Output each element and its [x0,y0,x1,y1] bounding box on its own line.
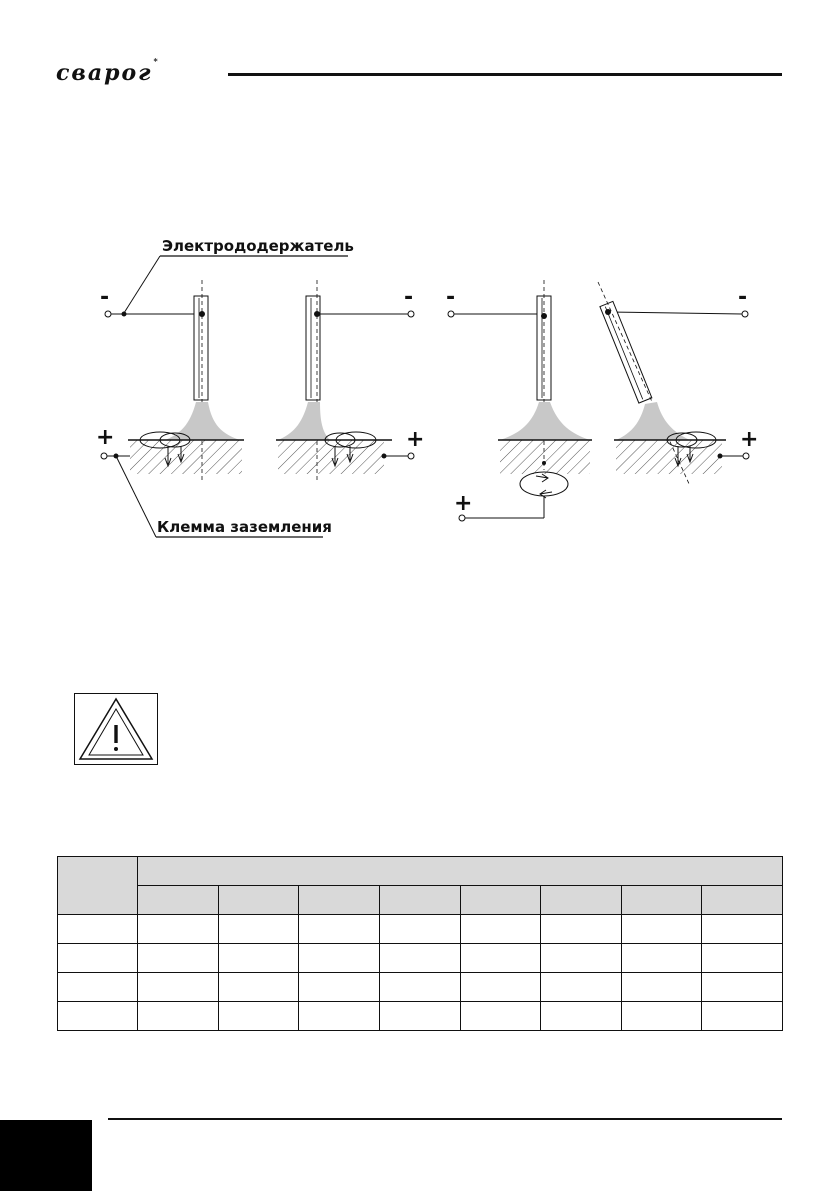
footer-rule [108,1118,782,1120]
table-row [58,973,783,1002]
brand-logo-text: сварог [56,60,153,86]
fig3-minus-sign: - [446,285,456,310]
fig4-terminal-minus [742,311,748,317]
table-row [58,944,783,973]
fig2-terminal-minus [408,311,414,317]
parameter-table [57,856,783,1031]
fig1-plus-sign: + [96,425,115,450]
fig1-terminal-plus [101,453,107,459]
figure-3 [446,280,592,521]
fig1-arc [165,402,240,440]
fig4-electrode [600,301,652,403]
electrode-holder-leader [124,256,160,313]
fig3-workpiece [500,440,590,474]
fig2-terminal-plus [408,453,414,459]
fig4-minus-sign: - [738,285,748,310]
warning-triangle-icon [74,693,158,765]
table-row [58,915,783,944]
ground-clamp-label: Клемма заземления [157,518,332,536]
fig1-minus-sign: - [100,285,110,310]
table-row [58,1002,783,1031]
fig2-minus-sign: - [404,285,414,310]
electrode-holder-label: Электрододержатель [162,237,354,255]
page-number-tab [0,1120,92,1191]
fig4-plus-sign: + [740,427,759,452]
fig2-plus-sign: + [406,427,425,452]
fig2-arc [278,402,330,440]
brand-logo-mark: * [153,56,160,66]
fig4-terminal-plus [743,453,749,459]
figure-2 [276,280,424,480]
fig3-arc [500,402,590,440]
figure-4 [598,282,758,486]
fig3-terminal-minus [448,311,454,317]
table-header-corner [58,857,138,915]
figure-1 [96,280,244,480]
fig1-node [122,312,127,317]
fig4-workpiece [616,440,722,474]
table-header-group [138,857,783,886]
table-header-row [58,886,783,915]
fig4-arc [616,402,690,440]
fig1-terminal-minus [105,311,111,317]
fig3-plus-sign: + [454,491,473,516]
